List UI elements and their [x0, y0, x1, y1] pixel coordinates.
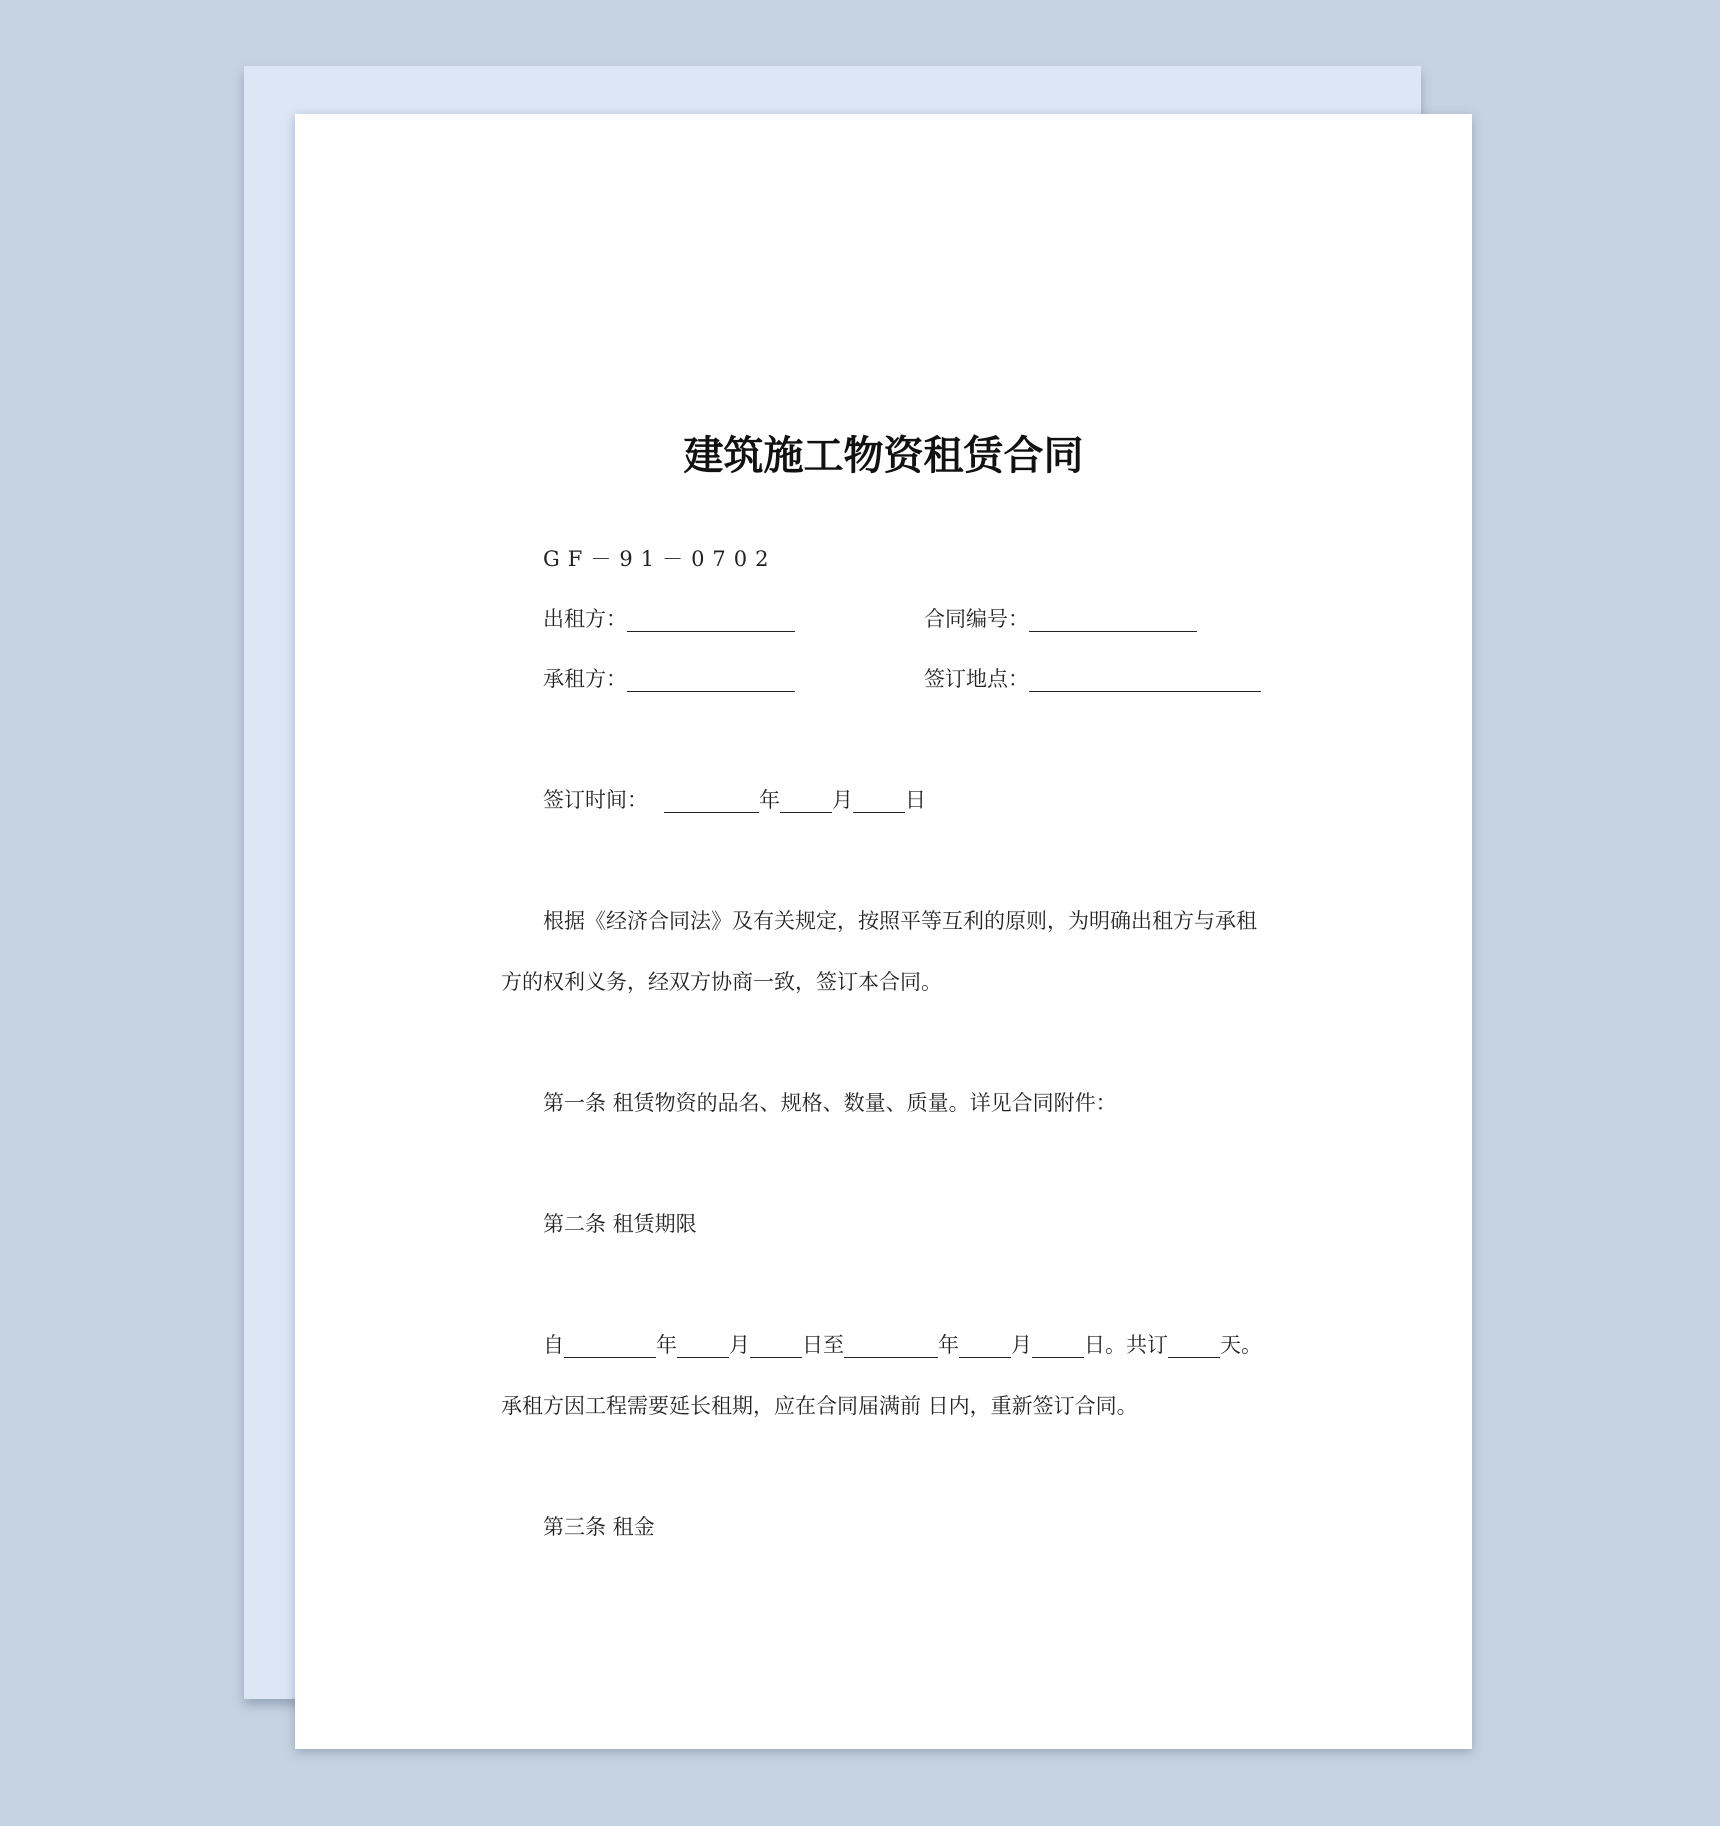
sign-time-row	[543, 785, 926, 815]
end-year-label: 年	[938, 1333, 959, 1357]
lessee-blank[interactable]	[627, 667, 795, 692]
lessee-row	[543, 664, 795, 694]
start-month-blank[interactable]	[677, 1333, 729, 1358]
article-2-heading: 第二条 租赁期限	[543, 1212, 697, 1236]
day-to-label: 日至	[802, 1333, 844, 1357]
document-page	[295, 114, 1472, 1749]
sign-place-row	[924, 664, 1261, 694]
preamble-line-1: 根据《经济合同法》及有关规定，按照平等互利的原则，为明确出租方与承租	[543, 909, 1257, 933]
month-label: 月	[832, 788, 853, 812]
contract-no-label: 合同编号：	[924, 607, 1029, 631]
sign-day-blank[interactable]	[853, 788, 905, 813]
end-day-blank[interactable]	[1032, 1333, 1084, 1358]
total-days-blank[interactable]	[1168, 1333, 1220, 1358]
article-3-heading: 第三条 租金	[543, 1515, 655, 1539]
days-label: 天。	[1220, 1333, 1262, 1357]
year-label: 年	[759, 788, 780, 812]
sign-year-blank[interactable]	[664, 788, 759, 813]
article-2-period-row	[543, 1330, 1262, 1360]
preamble-line-2: 方的权利义务，经双方协商一致，签订本合同。	[501, 970, 942, 994]
sign-place-blank[interactable]	[1029, 667, 1261, 692]
start-day-blank[interactable]	[750, 1333, 802, 1358]
article-1: 第一条 租赁物资的品名、规格、数量、质量。详见合同附件：	[543, 1091, 1117, 1115]
sign-month-blank[interactable]	[780, 788, 832, 813]
day-end-label: 日。共订	[1084, 1333, 1168, 1357]
sign-place-label: 签订地点：	[924, 667, 1029, 691]
end-month-blank[interactable]	[959, 1333, 1011, 1358]
lessor-row	[543, 604, 795, 634]
start-year-label: 年	[656, 1333, 677, 1357]
article-2-line-2: 承租方因工程需要延长租期，应在合同届满前 日内，重新签订合同。	[501, 1394, 1138, 1418]
contract-no-blank[interactable]	[1029, 607, 1197, 632]
day-label: 日	[905, 788, 926, 812]
lessee-label: 承租方：	[543, 667, 627, 691]
sign-time-label: 签订时间：	[543, 788, 648, 812]
start-year-blank[interactable]	[564, 1333, 656, 1358]
from-label: 自	[543, 1333, 564, 1357]
document-title: 建筑施工物资租赁合同	[683, 433, 1084, 479]
lessor-blank[interactable]	[627, 607, 795, 632]
lessor-label: 出租方：	[543, 607, 627, 631]
end-month-label: 月	[1011, 1333, 1032, 1357]
end-year-blank[interactable]	[844, 1333, 938, 1358]
document-code: GF－91－0702	[543, 547, 777, 571]
contract-no-row	[924, 604, 1197, 634]
start-month-label: 月	[729, 1333, 750, 1357]
